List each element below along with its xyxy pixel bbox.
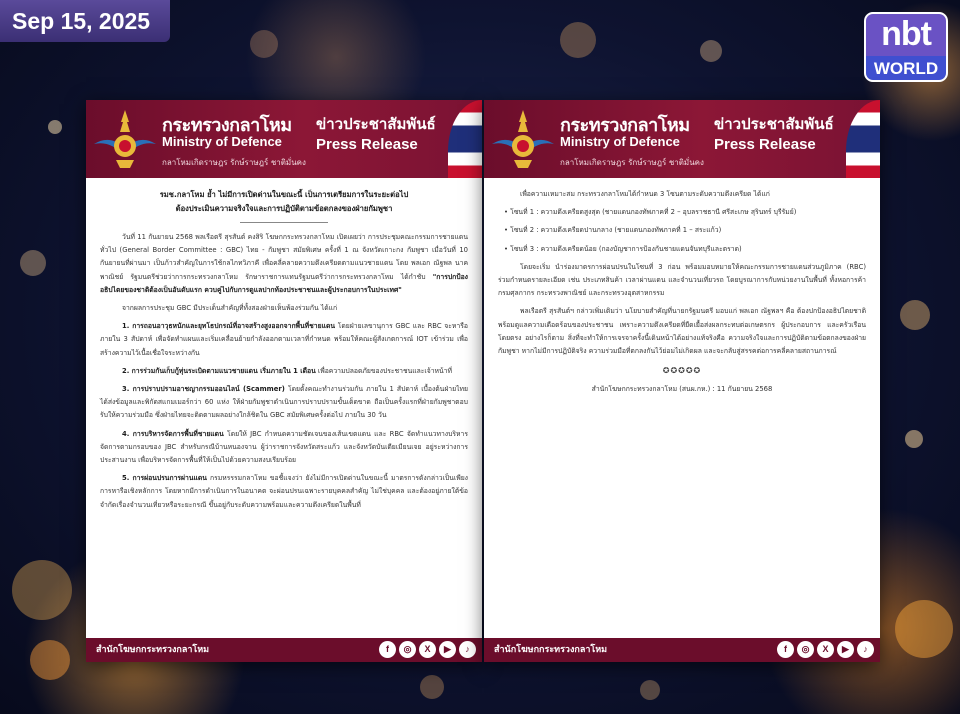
agreement-item-5 [100, 472, 468, 512]
social-links [379, 641, 476, 658]
zone-3: • โซนที่ 3 : ความตึงเครียดน้อย (กองบัญชาการป้องกันชายแดนจันทบุรีและตราด) [504, 244, 742, 253]
pilot-paragraph: โดยจะเริ่ม นำร่องมาตรการผ่อนปรนในโซนที่ 3 ก่อน พร้อมมอบหมายให้คณะกรรมการชายแดนส่วนภูมิภาค (RBC) ร่วมกำหนดรายละเอียด เช่น ประเภทสินค้า เวลาผ่านแดน และจำนวนเที่ยวรถ โดยบูรณาการกับหน่วยงานในพื้นที่ ทั้งหอการค้า กรมศุลกากร กระทรวงพาณิชย์ และกระทรวงอุตสาหกรรม [498, 262, 866, 298]
instagram-icon[interactable]: ◎ [399, 641, 416, 658]
footer-office-name: สำนักโฆษกกระทรวงกลาโหม [494, 645, 608, 655]
headline-line-1: รมช.กลาโหม ย้ำ ไม่มีการเปิดด่านในขณะนี้ เป็นการเตรียมการในระยะต่อไป [159, 190, 409, 199]
social-links [777, 641, 874, 658]
date-badge: Sep 15, 2025 [0, 0, 170, 42]
nbt-world-logo [864, 12, 948, 82]
x-icon[interactable]: X [817, 641, 834, 658]
youtube-icon[interactable]: ▶ [837, 641, 854, 658]
ministry-motto: กลาโหมเกิดราษฎร รักษ์ราษฎร์ ชาติมั่นคง [162, 158, 306, 167]
ministry-name-thai: กระทรวงกลาโหม [560, 115, 690, 136]
agreement-item-2 [100, 365, 468, 378]
agreement-item-1 [100, 320, 468, 360]
bokeh-light [900, 300, 930, 330]
thai-flag-icon [846, 100, 880, 178]
summary-line: จากผลการประชุม GBC มีประเด็นสำคัญที่ทั้งสองฝ่ายเห็นพ้องร่วมกัน ได้แก่ [122, 304, 338, 313]
facebook-icon[interactable]: f [777, 641, 794, 658]
footer-office-name: สำนักโฆษกกระทรวงกลาโหม [96, 645, 210, 655]
agreement-item-1-body: โดยฝ่ายเลขานุการ GBC และ RBC จะหารือภายใน 3 สัปดาห์ เพื่อจัดทำแผนและเริ่มเคลื่อนย้ายกำลังออกตามเวลาที่กำหนด พร้อมให้คณะผู้สังเกตการณ์ IOT เข้าร่วม เพื่อสร้างความไว้เนื้อเชื่อใจระหว่างกัน [100, 322, 468, 357]
press-release-page-2 [484, 100, 880, 662]
bokeh-light [640, 680, 660, 700]
zone-1: • โซนที่ 1 : ความตึงเครียดสูงสุด (ชายแดนกองทัพภาคที่ 2 – อุบลราชธานี ศรีสะเกษ สุรินทร์ บุรีรัมย์) [504, 208, 797, 217]
ministry-crest-icon [488, 104, 558, 174]
youtube-icon[interactable]: ▶ [439, 641, 456, 658]
zone-2: • โซนที่ 2 : ความตึงเครียดปานกลาง (ชายแดนกองทัพภาคที่ 1 – สระแก้ว) [504, 226, 722, 235]
tiktok-icon[interactable]: ♪ [459, 641, 476, 658]
press-release-page-1 [86, 100, 482, 662]
agreement-item-3 [100, 383, 468, 423]
signoff-line: สำนักโฆษกกระทรวงกลาโหม (สนผ.กห.) : 11 กันยายน 2568 [591, 385, 773, 394]
agreement-item-3-body: โดยตั้งคณะทำงานร่วมกัน ภายใน 1 สัปดาห์ เบื้องต้นฝ่ายไทยได้ส่งข้อมูลและพิกัดสแกมเมอร์กว่า 60 แห่ง ให้ฝ่ายกัมพูชาดำเนินการปราบปรามขั้นเด็ดขาด ถือเป็นครั้งแรกที่ฝ่ายกัมพูชาตอบรับให้ความร่วมมือ ซึ่งฝ่ายไทยจะติดตามผลอย่างใกล้ชิดใน GBC สมัยพิเศษครั้งต่อไป ภายใน 30 วัน [100, 385, 468, 420]
logo-nbt-text: nbt [866, 14, 946, 56]
press-release-header [484, 100, 880, 178]
bokeh-light [700, 40, 722, 62]
headline-line-2: ต้องประเมินความจริงใจและการปฏิบัติตามข้อตกลงของฝ่ายกัมพูชา [175, 204, 393, 213]
bokeh-light [30, 640, 70, 680]
agreement-item-5-heading: 5. การผ่อนปรนการผ่านแดน [122, 474, 207, 483]
press-release-header [86, 100, 482, 178]
bokeh-light [48, 120, 62, 134]
ministry-name-english: Ministry of Defence [162, 134, 282, 149]
press-release-footer [484, 638, 880, 662]
ministry-crest-icon [90, 104, 160, 174]
agreement-item-4-body: โดยให้ JBC กำหนดความชัดเจนของเส้นเขตแดน และ RBC จัดทำแนวทางบริหารจัดการตามกรอบของ JBC สำหรับกรณีบ้านหนองจาน ผู้ว่าราชการจังหวัดสระแก้ว และจังหวัดบันเตียเมียนเจย อยู่ระหว่างการประสานงาน เพื่อบริหารจัดการพื้นที่ให้เป็นไปด้วยความสงบเรียบร้อย [100, 429, 468, 465]
thai-flag-icon [448, 100, 482, 178]
policy-paragraph: พลเรือตรี สุรสันต์ฯ กล่าวเพิ่มเติมว่า นโยบายสำคัญที่นายกรัฐมนตรี มอบแก่ พลเอก ณัฐพลฯ คือ ต้องปกป้องอธิปไตยชาติ พร้อมดูแลความเดือดร้อนของประชาชน เพราะความตึงเครียดที่ยืดเยื้อส่งผลกระทบต่อเกษตรกร ผู้ประกอบการ และครัวเรือนโดยตรง อย่างไรก็ตาม สิ่งที่จะทำให้การเจรจาครั้งนี้เดินหน้าได้อย่างแท้จริงคือ ความจริงใจและการปฏิบัติตามข้อตกลงของฝ่ายกัมพูชา หากไม่มีการปฏิบัติจริง ความร่วมมือที่ตกลงกันไว้ย่อมไม่เกิดผล และจะกลับสู่สรรคต่อการคลี่คลายสถานการณ์ [498, 307, 866, 356]
title-divider [240, 222, 328, 223]
press-release-body [86, 178, 482, 512]
press-release-body [484, 178, 880, 397]
agreement-item-4 [100, 428, 468, 468]
bokeh-light [905, 430, 923, 448]
bokeh-light [12, 560, 72, 620]
press-release-footer [86, 638, 482, 662]
ministry-name-thai: กระทรวงกลาโหม [162, 115, 292, 136]
x-icon[interactable]: X [419, 641, 436, 658]
bokeh-light [895, 600, 953, 658]
press-release-label-english: Press Release [714, 136, 816, 153]
stars-separator: ✪✪✪✪✪ [662, 366, 702, 376]
agreement-item-3-heading: 3. การปราบปรามอาชญากรรมออนไลน์ (Scammer) [122, 385, 285, 394]
instagram-icon[interactable]: ◎ [797, 641, 814, 658]
minister-quote: "การปกป้องอธิปไตยของชาติต้องเป็นอันดับแรก ควบคู่ไปกับการดูแลปากท้องประชาชนและผู้ประกอบการในประเทศ" [100, 272, 468, 294]
intro-paragraph [100, 231, 468, 297]
bokeh-light [20, 250, 46, 276]
intro-text: วันที่ 11 กันยายน 2568 พลเรือตรี สุรสันต์ คงสิริ โฆษกกระทรวงกลาโหม เปิดเผยว่า การประชุมคณะกรรมการชายแดนทั่วไป (General Border Committee : GBC) ไทย - กัมพูชา สมัยพิเศษ ครั้งที่ 1 ณ จังหวัดเกาะกง กัมพูชา เมื่อวันที่ 10 กันยายนที่ผ่านมา เป็นก้าวสำคัญในการใช้กลไกทวิภาคี เพื่อคลี่คลายความตึงเครียดตามแนวชายแดน โดย พลเอก ณัฐพล นาคพาณิชย์ รัฐมนตรีช่วยว่าการกระทรวงกลาโหม รักษาราชการแทนรัฐมนตรีว่าการกระทรวงกลาโหม ได้กำชับ [100, 233, 468, 281]
bokeh-light [420, 675, 444, 699]
zones-intro: เพื่อความเหมาะสม กระทรวงกลาโหมได้กำหนด 3 โซนตามระดับความตึงเครียด ได้แก่ [520, 190, 770, 198]
agreement-item-2-body: เพื่อความปลอดภัยของประชาชนและเจ้าหน้าที่ [317, 366, 452, 375]
press-release-label-thai: ข่าวประชาสัมพันธ์ [316, 115, 436, 133]
ministry-name-english: Ministry of Defence [560, 134, 680, 149]
ministry-motto: กลาโหมเกิดราษฎร รักษ์ราษฎร์ ชาติมั่นคง [560, 158, 704, 167]
tiktok-icon[interactable]: ♪ [857, 641, 874, 658]
agreement-item-1-heading: 1. การถอนอาวุธหนักและยุทโธปกรณ์ที่อาจสร้างสูงออกจากพื้นที่ชายแดน [122, 322, 336, 331]
agreement-item-5-body: กรมหรรรมกลาโหม ขอชี้แจงว่า ยังไม่มีการเปิดด่านในขณะนี้ มาตรการดังกล่าวเป็นเพียงการหารือเชิงหลักการ โดยหากมีการดำเนินการในอนาคต จะผ่อนปรนเฉพาะรายบุคคลสำคัญ ไม่ใช่บุคคล และต้องอยู่ภายใต้ข้อจำกัดเรื่องจำนวนเที่ยวหรือระยะกรณี ขึ้นอยู่กับระดับความพร้อมและความตึงเครียดในพื้นที่ [100, 474, 468, 509]
facebook-icon[interactable]: f [379, 641, 396, 658]
logo-world-text: WORLD [866, 56, 946, 82]
bokeh-light [250, 30, 278, 58]
press-release-label-english: Press Release [316, 136, 418, 153]
agreement-item-4-heading: 4. การบริหารจัดการพื้นที่ชายแดน [122, 429, 224, 438]
bokeh-light [560, 22, 596, 58]
agreement-item-2-heading: 2. การร่วมกันเก็บกู้ทุ่นระเบิดตามแนวชายแดน เริ่มภายใน 1 เดือน [122, 366, 316, 375]
press-release-label-thai: ข่าวประชาสัมพันธ์ [714, 115, 834, 133]
